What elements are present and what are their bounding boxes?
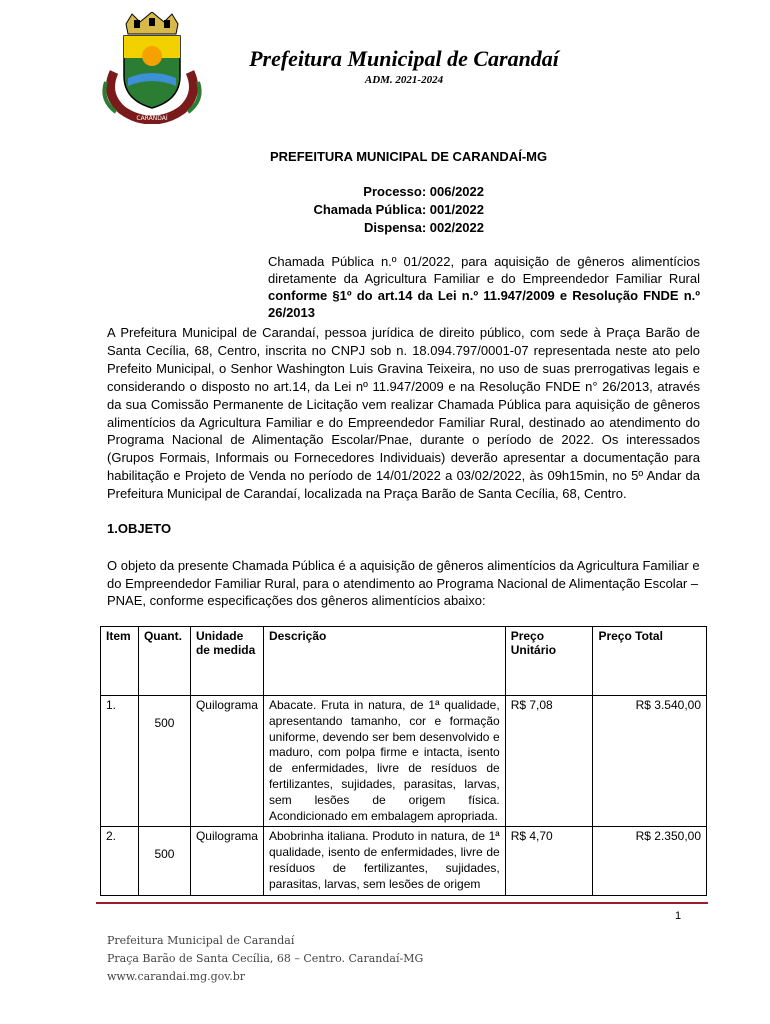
- table-row: [101, 696, 707, 827]
- table-row: [101, 827, 707, 895]
- cell-quant: [138, 696, 190, 827]
- cell-preco-total: R$ 2.350,00: [593, 827, 707, 895]
- header-item: Item: [101, 627, 139, 696]
- header-preco-unitario: Preço Unitário: [505, 627, 593, 696]
- cell-descricao: Abobrinha italiana. Produto in natura, de 1ª qualidade, isento de enfermidades, livre de resíduos de fertilizantes, sujidades, parasitas, larvas, sem lesões de origem: [263, 827, 505, 895]
- cell-descricao: Abacate. Fruta in natura, de 1ª qualidade, apresentando tamanho, cor e formação uniforme, devendo ser bem desenvolvido e maduro, com polpa firme e intacta, isento de enfermidades, livre de resíduos de fertilizantes, sujidades, parasitas, larvas, sem lesões de origem física. Acondicionado em embalagem apropriada.: [263, 696, 505, 827]
- summary-bold: conforme §1º do art.14 da Lei n.º 11.947/2009 e Resolução FNDE n.º 26/2013: [268, 288, 700, 320]
- items-table: [100, 626, 707, 896]
- footer-line-2: Praça Barão de Santa Cecília, 68 – Centro. Carandaí-MG: [107, 952, 424, 965]
- header-descricao: Descrição: [263, 627, 505, 696]
- cell-preco-total: R$ 3.540,00: [593, 696, 707, 827]
- page-number: 1: [675, 910, 682, 922]
- cell-preco-unitario: R$ 7,08: [505, 696, 593, 827]
- cell-unidade: Quilograma: [190, 696, 263, 827]
- header-quant: Quant.: [138, 627, 190, 696]
- table-wrapper: [96, 626, 716, 900]
- summary-paragraph: [268, 253, 700, 321]
- cell-item: 1.: [101, 696, 139, 827]
- cell-item: 2.: [101, 827, 139, 895]
- header-subtitle: ADM. 2021-2024: [364, 74, 444, 86]
- crest-label: CARANDAÍ: [136, 115, 168, 122]
- section-title: 1.OBJETO: [107, 521, 172, 536]
- footer-divider: [96, 902, 708, 904]
- header-preco-total: Preço Total: [593, 627, 707, 696]
- municipal-crest-icon: [96, 12, 208, 124]
- dispensa-number: Dispensa: 002/2022: [364, 220, 484, 235]
- footer-website-link[interactable]: www.carandai.mg.gov.br: [107, 970, 246, 983]
- cell-preco-unitario: R$ 4,70: [505, 827, 593, 895]
- header-title: Prefeitura Municipal de Carandaí: [249, 46, 559, 71]
- chamada-number: Chamada Pública: 001/2022: [313, 202, 484, 217]
- footer-line-1: Prefeitura Municipal de Carandaí: [107, 934, 295, 947]
- org-heading: PREFEITURA MUNICIPAL DE CARANDAÍ-MG: [270, 149, 548, 164]
- cell-quant-value: 500: [154, 716, 175, 730]
- header-unidade: Unidade de medida: [190, 627, 263, 696]
- objeto-paragraph: O objeto da presente Chamada Pública é a aquisição de gêneros alimentícios da Agricultura Familiar e do Empreendedor Familiar Rural, para o atendimento ao Programa Nacional de Alimentação Escolar – PNAE, conforme especificações dos gêneros alimentícios abaixo:: [107, 558, 700, 608]
- intro-paragraph: A Prefeitura Municipal de Carandaí, pessoa jurídica de direito público, com sede à Praça Barão de Santa Cecília, 68, Centro, inscrita no CNPJ sob n. 18.094.797/0001-07 representada neste ato pelo Prefeito Municipal, o Senhor Washington Luis Gravina Teixeira, no uso de suas prerrogativas legais e considerando o disposto no art.14, da Lei nº 11.947/2009 e na Resolução FNDE n° 26/2013, através da sua Comissão Permanente de Licitação vem realizar Chamada Pública para aquisição de gêneros alimentícios da Agricultura Familiar e do Empreendedor Familiar Rural, destinado ao atendimento do Programa Nacional de Alimentação Escolar/Pnae, durante o período de 2022. Os interessados (Grupos Formais, Informais ou Fornecedores Individuais) deverão apresentar a documentação para habilitação e Projeto de Venda no período de 14/01/2022 a 03/02/2022, às 09h15min, no 5º Andar da Prefeitura Municipal de Carandaí, localizada na Praça Barão de Santa Cecília, 68, Centro.: [107, 325, 700, 502]
- cell-unidade: Quilograma: [190, 827, 263, 895]
- cell-quant-value: 500: [154, 847, 175, 862]
- table-header-row: [101, 627, 707, 696]
- summary-plain: Chamada Pública n.º 01/2022, para aquisição de gêneros alimentícios diretamente da Agricultura Familiar e do Empreendedor Familiar Rural: [268, 254, 700, 286]
- processo-number: Processo: 006/2022: [363, 184, 484, 199]
- cell-quant: [138, 827, 190, 895]
- footer: [107, 932, 423, 986]
